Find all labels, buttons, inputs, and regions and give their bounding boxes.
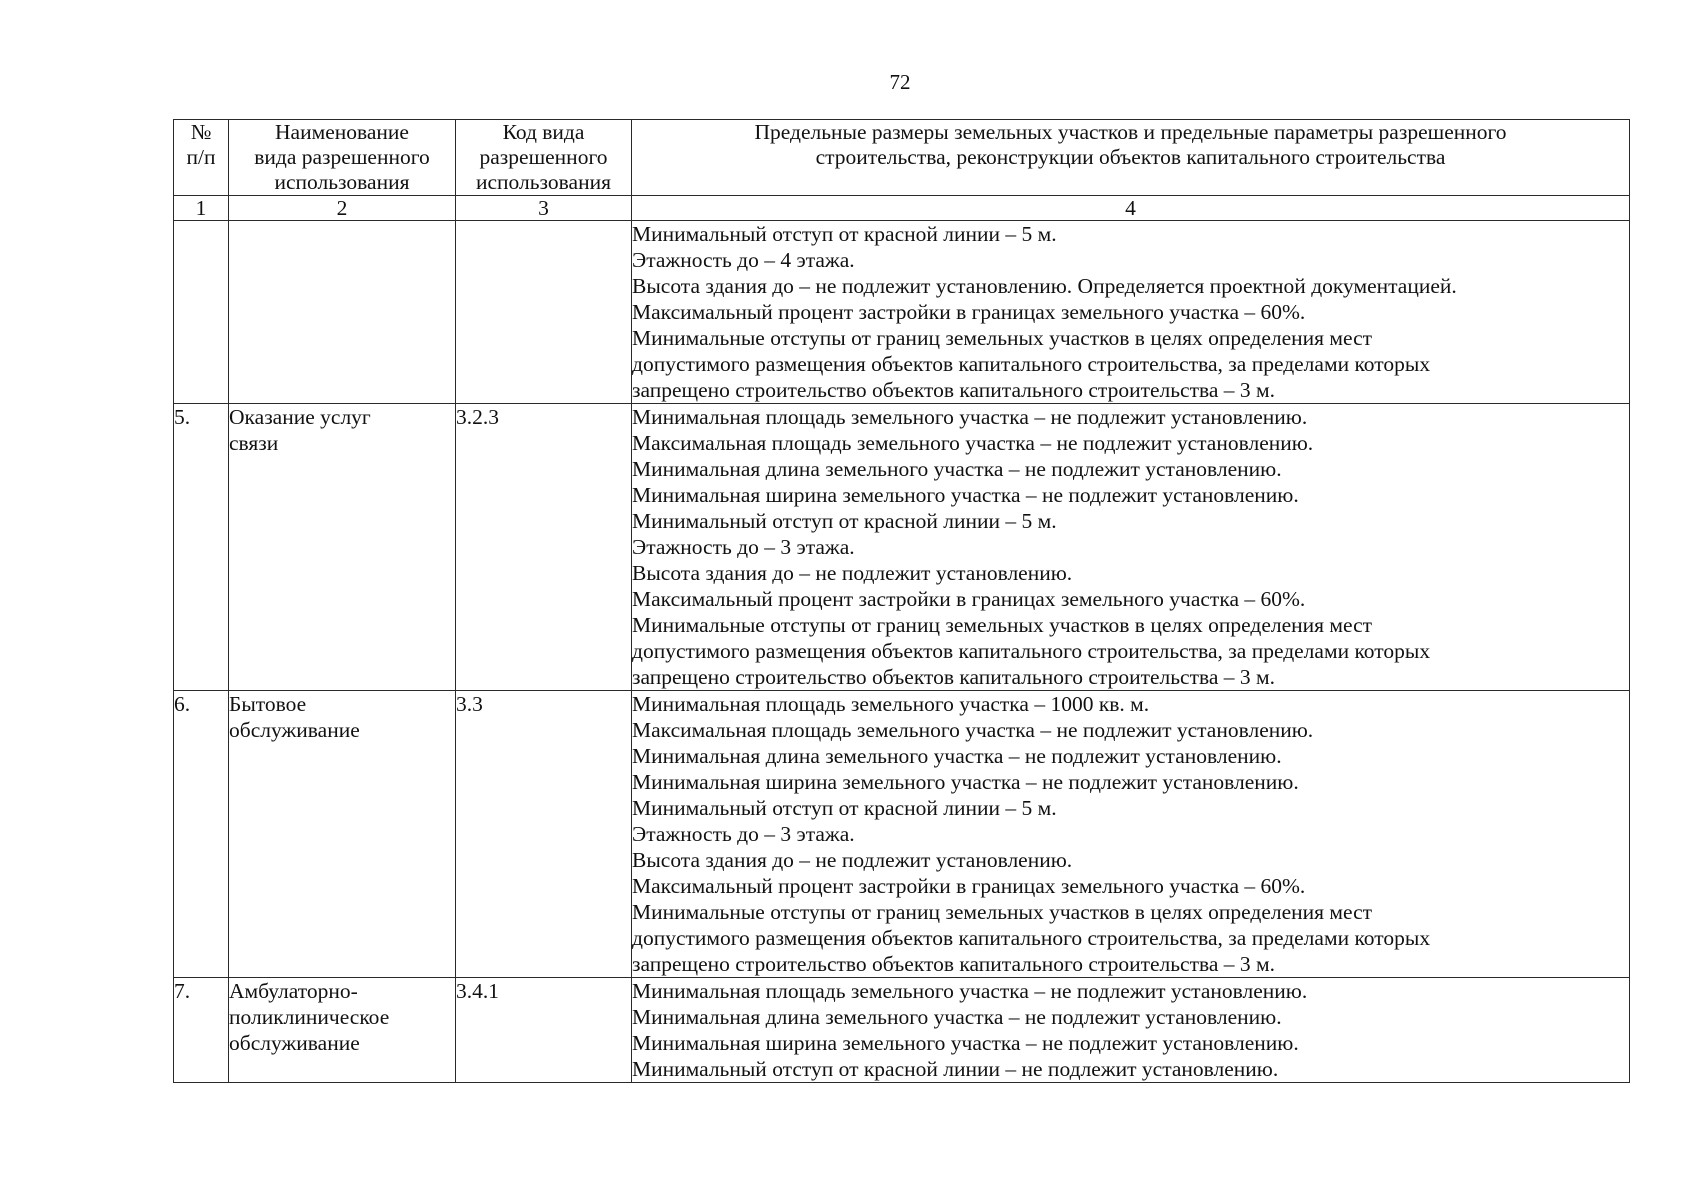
header-number bbox=[174, 120, 229, 196]
header-line: Наименование bbox=[275, 120, 409, 144]
column-number: 4 bbox=[632, 196, 1630, 221]
parameter-line: Максимальный процент застройки в границах земельного участка – 60%. bbox=[632, 587, 1306, 611]
parameters-cell bbox=[632, 221, 1630, 404]
use-name-line: Бытовое bbox=[229, 692, 307, 716]
column-number-row bbox=[174, 196, 1630, 221]
header-line: № bbox=[190, 120, 212, 144]
header-line: использования bbox=[476, 170, 611, 194]
parameter-line: Минимальная длина земельного участка – не подлежит установлению. bbox=[632, 457, 1282, 481]
parameter-line: Минимальный отступ от красной линии – не подлежит установлению. bbox=[632, 1057, 1279, 1081]
parameters-cell bbox=[632, 978, 1630, 1083]
parameter-line: Этажность до – 4 этажа. bbox=[632, 248, 855, 272]
parameter-line: Минимальный отступ от красной линии – 5 м. bbox=[632, 796, 1057, 820]
use-code-cell bbox=[456, 221, 632, 404]
use-code-cell: 3.2.3 bbox=[456, 404, 632, 691]
header-line: использования bbox=[274, 170, 410, 194]
row-number: 5. bbox=[174, 404, 229, 691]
page-number: 72 bbox=[889, 70, 911, 94]
parameter-line: Максимальный процент застройки в границах земельного участка – 60%. bbox=[632, 300, 1306, 324]
column-number: 2 bbox=[229, 196, 456, 221]
parameter-line: Минимальная ширина земельного участка – не подлежит установлению. bbox=[632, 770, 1299, 794]
use-code-cell: 3.4.1 bbox=[456, 978, 632, 1083]
header-use-code bbox=[456, 120, 632, 196]
parameter-line: Высота здания до – не подлежит установлению. bbox=[632, 561, 1073, 585]
parameter-line: Минимальная ширина земельного участка – не подлежит установлению. bbox=[632, 1031, 1299, 1055]
parameter-line: Минимальная длина земельного участка – не подлежит установлению. bbox=[632, 1005, 1282, 1029]
parameter-line: Минимальный отступ от красной линии – 5 м. bbox=[632, 509, 1057, 533]
parameter-line: Максимальный процент застройки в границах земельного участка – 60%. bbox=[632, 874, 1306, 898]
parameter-line: допустимого размещения объектов капитального строительства, за пределами которых bbox=[632, 639, 1431, 663]
parameter-line: Этажность до – 3 этажа. bbox=[632, 535, 855, 559]
header-use-name bbox=[229, 120, 456, 196]
parameter-line: Этажность до – 3 этажа. bbox=[632, 822, 855, 846]
column-number: 3 bbox=[456, 196, 632, 221]
parameter-line: Минимальный отступ от красной линии – 5 м. bbox=[632, 222, 1057, 246]
use-name-line: Амбулаторно- bbox=[229, 979, 358, 1003]
row-number: 6. bbox=[174, 691, 229, 978]
land-use-parameters-table bbox=[173, 119, 1630, 1083]
use-name-line: обслуживание bbox=[229, 1031, 360, 1055]
use-name-cell bbox=[229, 221, 456, 404]
parameter-line: Высота здания до – не подлежит установлению. bbox=[632, 848, 1073, 872]
parameter-line: Высота здания до – не подлежит установлению. Определяется проектной документацией. bbox=[632, 274, 1457, 298]
parameter-line: Минимальные отступы от границ земельных участков в целях определения мест bbox=[632, 326, 1373, 350]
parameter-line: запрещено строительство объектов капитального строительства – 3 м. bbox=[632, 378, 1276, 402]
column-number: 1 bbox=[174, 196, 229, 221]
use-name-cell bbox=[229, 691, 456, 978]
parameter-line: запрещено строительство объектов капитального строительства – 3 м. bbox=[632, 665, 1276, 689]
parameter-line: Минимальные отступы от границ земельных участков в целях определения мест bbox=[632, 613, 1373, 637]
header-line: разрешенного bbox=[479, 145, 608, 169]
use-name-cell bbox=[229, 978, 456, 1083]
parameter-line: Минимальная ширина земельного участка – не подлежит установлению. bbox=[632, 483, 1299, 507]
row-number bbox=[174, 221, 229, 404]
use-name-line: Оказание услуг bbox=[229, 405, 371, 429]
table-row bbox=[174, 221, 1630, 404]
use-name-line: обслуживание bbox=[229, 718, 360, 742]
parameter-line: Минимальная длина земельного участка – не подлежит установлению. bbox=[632, 744, 1282, 768]
parameter-line: допустимого размещения объектов капитального строительства, за пределами которых bbox=[632, 926, 1431, 950]
parameter-line: допустимого размещения объектов капитального строительства, за пределами которых bbox=[632, 352, 1431, 376]
use-code-cell: 3.3 bbox=[456, 691, 632, 978]
header-line: п/п bbox=[186, 145, 216, 169]
row-number: 7. bbox=[174, 978, 229, 1083]
parameter-line: Минимальная площадь земельного участка – 1000 кв. м. bbox=[632, 692, 1150, 716]
header-line: строительства, реконструкции объектов капитального строительства bbox=[815, 145, 1446, 169]
parameter-line: Минимальная площадь земельного участка – не подлежит установлению. bbox=[632, 979, 1308, 1003]
table-row bbox=[174, 691, 1630, 978]
parameter-line: запрещено строительство объектов капитального строительства – 3 м. bbox=[632, 952, 1276, 976]
use-name-line: связи bbox=[229, 431, 279, 455]
use-name-cell bbox=[229, 404, 456, 691]
table-row bbox=[174, 978, 1630, 1083]
parameters-cell bbox=[632, 691, 1630, 978]
table-row bbox=[174, 404, 1630, 691]
parameter-line: Максимальная площадь земельного участка – не подлежит установлению. bbox=[632, 718, 1314, 742]
table-header-row bbox=[174, 120, 1630, 196]
parameter-line: Минимальная площадь земельного участка – не подлежит установлению. bbox=[632, 405, 1308, 429]
parameters-cell bbox=[632, 404, 1630, 691]
header-line: Код вида bbox=[502, 120, 585, 144]
parameter-line: Максимальная площадь земельного участка – не подлежит установлению. bbox=[632, 431, 1314, 455]
parameter-line: Минимальные отступы от границ земельных участков в целях определения мест bbox=[632, 900, 1373, 924]
header-line: вида разрешенного bbox=[254, 145, 430, 169]
header-parameters bbox=[632, 120, 1630, 196]
use-name-line: поликлиническое bbox=[229, 1005, 390, 1029]
header-line: Предельные размеры земельных участков и предельные параметры разрешенного bbox=[754, 120, 1507, 144]
